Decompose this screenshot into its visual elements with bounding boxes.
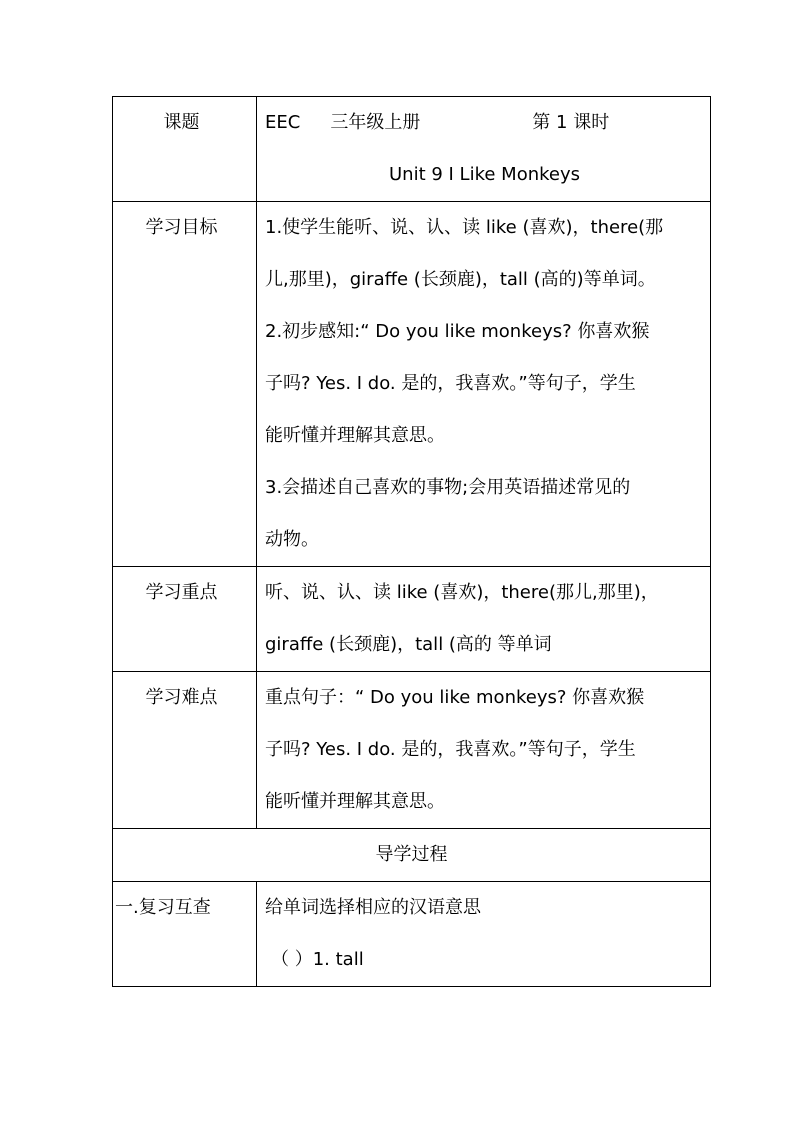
row-process-heading (113, 829, 711, 882)
label-cell-objectives (113, 202, 257, 567)
label-cell-key-points (113, 567, 257, 672)
row-topic (113, 97, 711, 202)
objectives-line-3: 2.初步感知:“ Do you like monkeys? 你喜欢猴 (265, 321, 650, 342)
objectives-line-6: 3.会描述自己喜欢的事物;会用英语描述常见的 (265, 477, 631, 498)
lesson-plan-table (112, 96, 711, 987)
label-review: 一.复习互查 (115, 897, 211, 918)
content-cell-review (257, 882, 711, 987)
content-cell-topic (257, 97, 711, 202)
difficulties-line-3: 能听懂并理解其意思。 (265, 791, 445, 812)
row-key-points (113, 567, 711, 672)
objectives-line-4: 子吗? Yes. I do. 是的，我喜欢。”等句子，学生 (265, 373, 636, 394)
grade-text: 三年级上册 (330, 112, 421, 133)
objectives-line-7: 动物。 (265, 529, 319, 550)
process-heading-cell (113, 829, 711, 882)
row-objectives (113, 202, 711, 567)
row-review (113, 882, 711, 987)
key-points-line-1: 听、说、认、读 like (喜欢)，there(那儿,那里)， (265, 582, 659, 603)
difficulties-line-1: 重点句子：“ Do you like monkeys? 你喜欢猴 (265, 687, 645, 708)
content-cell-objectives (257, 202, 711, 567)
objectives-line-1: 1.使学生能听、说、认、读 like (喜欢)，there(那 (265, 217, 664, 238)
row-difficulties (113, 672, 711, 829)
difficulties-line-2: 子吗? Yes. I do. 是的，我喜欢。”等句子，学生 (265, 739, 636, 760)
review-question-1: （ ）1. tall (271, 949, 364, 970)
key-points-line-2: giraffe (长颈鹿)，tall (高的 等单词 (265, 634, 552, 655)
label-cell-review (113, 882, 257, 987)
topic-header-line (265, 97, 704, 149)
label-cell-topic (113, 97, 257, 202)
label-key-points: 学习重点 (145, 582, 218, 603)
label-topic: 课题 (163, 112, 200, 133)
period-text: 第 1 课时 (532, 112, 610, 133)
course-code: EEC (265, 112, 301, 133)
label-objectives: 学习目标 (145, 217, 218, 238)
process-heading: 导学过程 (375, 844, 448, 865)
review-instruction: 给单词选择相应的汉语意思 (265, 897, 481, 918)
content-cell-key-points (257, 567, 711, 672)
unit-title: Unit 9 I Like Monkeys (388, 164, 580, 185)
label-difficulties: 学习难点 (145, 687, 218, 708)
label-cell-difficulties (113, 672, 257, 829)
objectives-line-2: 儿,那里)，giraffe (长颈鹿)，tall (高的)等单词。 (265, 269, 656, 290)
objectives-line-5: 能听懂并理解其意思。 (265, 425, 445, 446)
content-cell-difficulties (257, 672, 711, 829)
